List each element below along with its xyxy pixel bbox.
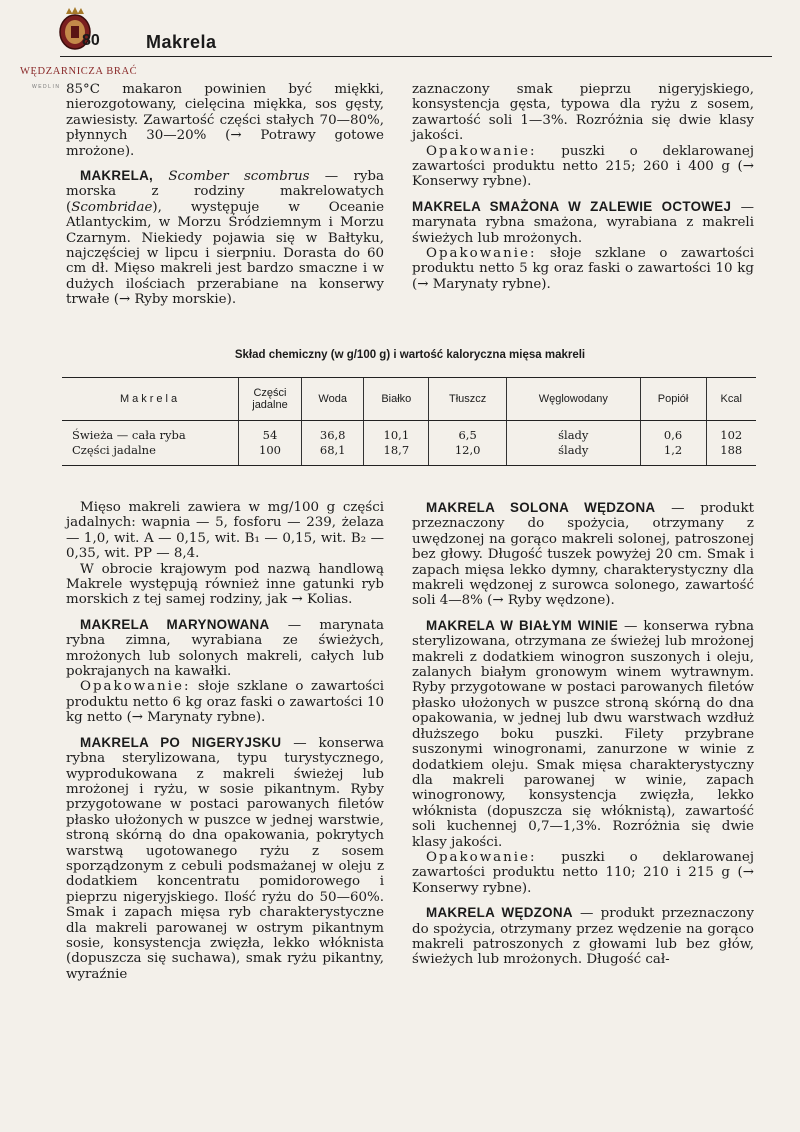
- entry-heading: MAKRELA,: [80, 168, 154, 184]
- family-name: Scombridae: [71, 199, 153, 215]
- brand-subtitle: WEDLIN: [32, 84, 61, 90]
- column-header: Węglowodany: [507, 378, 641, 421]
- column-left-bottom: [66, 500, 384, 982]
- entry-po-nigeryjsku: [66, 735, 384, 983]
- table-cell: 68,1: [302, 443, 364, 466]
- entry-text: — produkt przeznaczony do spożycia, otrzymany przez wędzenie na gorąco makreli patroszonych z głowami lub bez głów, świeżych lub mrożonych. Długość cał-: [412, 906, 754, 968]
- column-header: Części jadalne: [239, 378, 302, 421]
- table-cell: 18,7: [364, 443, 429, 466]
- table-cell: 0,6: [640, 421, 706, 444]
- entry-text: — ryba morska z rodziny makrelowatych (: [66, 169, 384, 215]
- table-row: [62, 443, 756, 466]
- header-divider: [60, 56, 772, 57]
- entry-text: — konserwa rybna sterylizowana, otrzymana ze świeżej lub mrożonej makreli z dodatkiem winogron suszonych i oleju, zalanych białym gronowym winem wytrawnym. Ryby przygotowane w postaci parowanych filetów płasko ułożonych w puszce stroną skórną do dna opakowania, w jednej lub dwu warstwach wzdłuż dłuższego boku puszki. Filety przybrane suszonymi winogronami, zanurzone w winie z dodatkiem oleju. Smak mięsa charakterystyczny dla makreli parowanej w winie, zapach winogronowy, konsystencja zwięzła, lekko włóknista (dopuszcza się włóknistą), zawartość soli kuchennej 0,7—1,3%. Rozróżnia się dwie klasy jakości.: [412, 618, 755, 850]
- entry-text: ), występuje w Oceanie Atlantyckim, w Morzu Śródziemnym i Morzu Czarnym. Niekiedy pojawia się w Bałtyku, najczęściej w lipcu i sierpniu. Dorasta do 60 cm dł. Mięso makreli jest bardzo smaczne i w dużych ilościach przerabiane na konserwy trwałe (→ Ryby morskie).: [66, 199, 384, 308]
- column-header: Popiół: [640, 378, 706, 421]
- table-row: [62, 421, 756, 444]
- packaging-label: Opakowanie:: [80, 679, 191, 695]
- column-header: Białko: [364, 378, 429, 421]
- entry-wedzona: [412, 905, 754, 968]
- table-cell: 1,2: [640, 443, 706, 466]
- column-left-top: [66, 82, 384, 308]
- packaging-text: słoje szklane o zawartości produktu netto 6 kg oraz faski o zawartości 10 kg netto (→ Marynaty rybne).: [66, 679, 384, 726]
- table-cell: Świeża — cała ryba: [72, 428, 186, 442]
- column-header: Makrela: [62, 378, 239, 421]
- table-cell: 12,0: [429, 443, 507, 466]
- packaging-paragraph: [66, 679, 384, 725]
- paragraph: zaznaczony smak pieprzu nigeryjskiego, konsystencja gęsta, typowa dla ryżu z sosem, zawartość soli 1—3%. Rozróżnia się dwie klasy jakości.: [412, 82, 754, 144]
- packaging-label: Opakowanie:: [426, 246, 537, 262]
- table-title: Skład chemiczny (w g/100 g) i wartość kaloryczna mięsa makreli: [234, 349, 586, 361]
- table-cell: 102: [706, 421, 756, 444]
- table-header-row: [62, 378, 756, 421]
- table-cell: ślady: [507, 421, 641, 444]
- column-header: Kcal: [706, 378, 756, 421]
- table-cell: Części jadalne: [62, 443, 239, 466]
- table-cell: 10,1: [364, 421, 429, 444]
- column-right-bottom: [412, 500, 754, 968]
- packaging-paragraph: [412, 144, 754, 190]
- paragraph: 85°C makaron powinien być miękki, nierozgotowany, cielęcina miękka, sos gęsty, zawiesisty. Zawartość części stałych 70—80%, płynnych 30—20% (→ Potrawy gotowe mrożone).: [66, 82, 384, 159]
- entry-makrela: [66, 168, 384, 308]
- entry-heading: MAKRELA WĘDZONA: [426, 905, 573, 921]
- chemical-composition-table: [62, 377, 756, 466]
- entry-heading: MAKRELA MARYNOWANA: [80, 616, 270, 632]
- table-cell: ślady: [507, 443, 641, 466]
- entry-smazona: [412, 199, 754, 246]
- page-title: Makrela: [146, 32, 217, 52]
- brand-name: WĘDZARNICZA BRAĆ: [20, 66, 138, 77]
- entry-marynowana: [66, 617, 384, 680]
- table-cell: 6,5: [429, 421, 507, 444]
- paragraph: W obrocie krajowym pod nazwą handlową Makrele występują również inne gatunki ryb morskich z tej samej rodziny, jak → Kolias.: [66, 561, 384, 608]
- paragraph: Mięso makreli zawiera w mg/100 g części jadalnych: wapnia — 5, fosforu — 239, żelaza — 1,0, wit. A — 0,15, wit. B₁ — 0,15, wit. B₂ — 0,35, wit. PP — 8,4.: [66, 500, 384, 562]
- column-header: Tłuszcz: [429, 378, 507, 421]
- entry-text: — marynata rybna smażona, wyrabiana z makreli świeżych lub mrożonych.: [412, 199, 754, 246]
- entry-heading: MAKRELA SMAŻONA W ZALEWIE OCTOWEJ: [412, 198, 732, 214]
- packaging-paragraph: [412, 850, 754, 896]
- table-cell: 100: [239, 443, 302, 466]
- column-header: Woda: [302, 378, 364, 421]
- entry-solona-wedzona: [412, 500, 754, 609]
- page-number: 80: [82, 32, 100, 49]
- entry-heading: MAKRELA W BIAŁYM WINIE: [426, 617, 619, 633]
- table-cell: 36,8: [302, 421, 364, 444]
- entry-heading: MAKRELA PO NIGERYJSKU: [80, 734, 282, 750]
- column-right-top: [412, 82, 754, 292]
- packaging-text: słoje szklane o zawartości produktu netto 5 kg oraz faski o zawartości 10 kg (→ Marynaty rybne).: [412, 246, 754, 292]
- latin-name: Scomber scombrus: [168, 169, 310, 185]
- table-cell: 188: [706, 443, 756, 466]
- entry-text: — konserwa rybna sterylizowana, typu turystycznego, wyprodukowana z makreli świeżej lub mrożonej i ryżu, w sosie pikantnym. Ryby przygotowane w postaci parowanych filetów płasko ułożonych w puszce w jednej warstwie, stroną skórną do dna opakowania, pokrytych warstwą ugotowanego ryżu z sosem sporządzonym z cebuli podsmażanej w oleju z dodatkiem koncentratu pomidorowego i pieprzu nigeryjskiego. Ilość ryżu do 50—60%. Smak i zapach mięsa ryb charakterystyczne dla makreli parowanej w ostrym pikantnym sosie, konsystencja zwięzła, lekko włóknista (dopuszcza się suchawa), smak ryżu pikantny, wyraźnie: [66, 735, 384, 982]
- entry-w-bialym-winie: [412, 618, 754, 850]
- packaging-text: puszki o deklarowanej zawartości produktu netto 215; 260 i 400 g (→ Konserwy rybne).: [412, 143, 754, 190]
- packaging-text: puszki o deklarowanej zawartości produktu netto 110; 210 i 215 g (→ Konserwy rybne).: [412, 849, 754, 896]
- table-cell: 54: [239, 421, 302, 444]
- packaging-paragraph: [412, 246, 754, 292]
- entry-text: — produkt przeznaczony do spożycia, otrzymany z uwędzonej na gorąco makreli solonej, patroszonej bez głowy. Długość tuszek powyżej 20 cm. Smak i zapach mięsa lekko dymny, charakterystyczny dla makreli wędzonej z surowca solonego, zawartość soli 4—8% (→ Ryby wędzone).: [412, 501, 754, 609]
- packaging-label: Opakowanie:: [426, 143, 537, 159]
- entry-heading: MAKRELA SOLONA WĘDZONA: [426, 500, 656, 515]
- entry-text: — marynata rybna zimna, wyrabiana ze świeżych, mrożonych lub solonych makreli, całych lub pokrajanych na kawałki.: [66, 617, 385, 680]
- packaging-label: Opakowanie:: [426, 849, 537, 865]
